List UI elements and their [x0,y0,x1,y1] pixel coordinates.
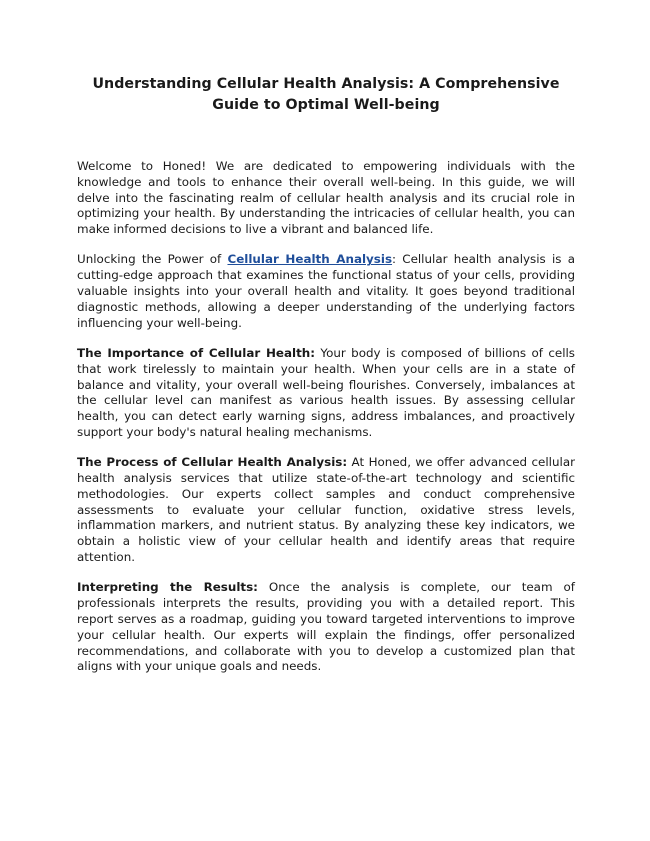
importance-paragraph [77,346,575,441]
results-heading: Interpreting the Results: [77,580,258,595]
process-paragraph [77,455,575,566]
cellular-health-analysis-link[interactable]: Cellular Health Analysis [227,252,393,267]
process-body: At Honed, we offer advanced cellular health analysis services that utilize state-of-the-art technology and scientific methodologies. Our experts collect samples and conduct comprehensive assessments to evaluate your cellular function, oxidative stress levels, inflammation markers, and nutrient status. By analyzing these key indicators, we obtain a holistic view of your cellular health and identify areas that require attention. [77,455,575,565]
document-title: Understanding Cellular Health Analysis: A Comprehensive Guide to Optimal Well-being [92,76,560,113]
process-heading: The Process of Cellular Health Analysis: [77,455,348,470]
document-page [77,74,575,690]
results-paragraph [77,580,575,675]
importance-heading: The Importance of Cellular Health: [77,345,315,360]
unlocking-prefix: Unlocking the Power of [77,252,228,267]
intro-paragraph: Welcome to Honed! We are dedicated to empowering individuals with the knowledge and tools to enhance their overall well-being. In this guide, we will delve into the fascinating realm of cellular health analysis and its crucial role in optimizing your health. By understanding the intricacies of cellular health, you can make informed decisions to live a vibrant and balanced life. [77,159,575,237]
unlocking-paragraph [77,252,575,331]
importance-body: Your body is composed of billions of cells that work tirelessly to maintain your health. When your cells are in a state of balance and vitality, your overall well-being flourishes. Conversely, imbalances at the cellular level can manifest as various health issues. By assessing cellular health, you can detect early warning signs, address imbalances, and proactively support your body's natural healing mechanisms. [77,345,575,439]
results-body: Once the analysis is complete, our team of professionals interprets the results, providing you with a detailed report. This report serves as a roadmap, guiding you toward targeted interventions to improve your cellular health. Our experts will explain the findings, offer personalized recommendations, and collaborate with you to develop a customized plan that aligns with your unique goals and needs. [77,580,575,674]
unlocking-body: : Cellular health analysis is a cutting-edge approach that examines the functional status of your cells, providing valuable insights into your overall health and vitality. It goes beyond traditional diagnostic methods, allowing a deeper understanding of the underlying factors influencing your well-being. [77,252,575,330]
